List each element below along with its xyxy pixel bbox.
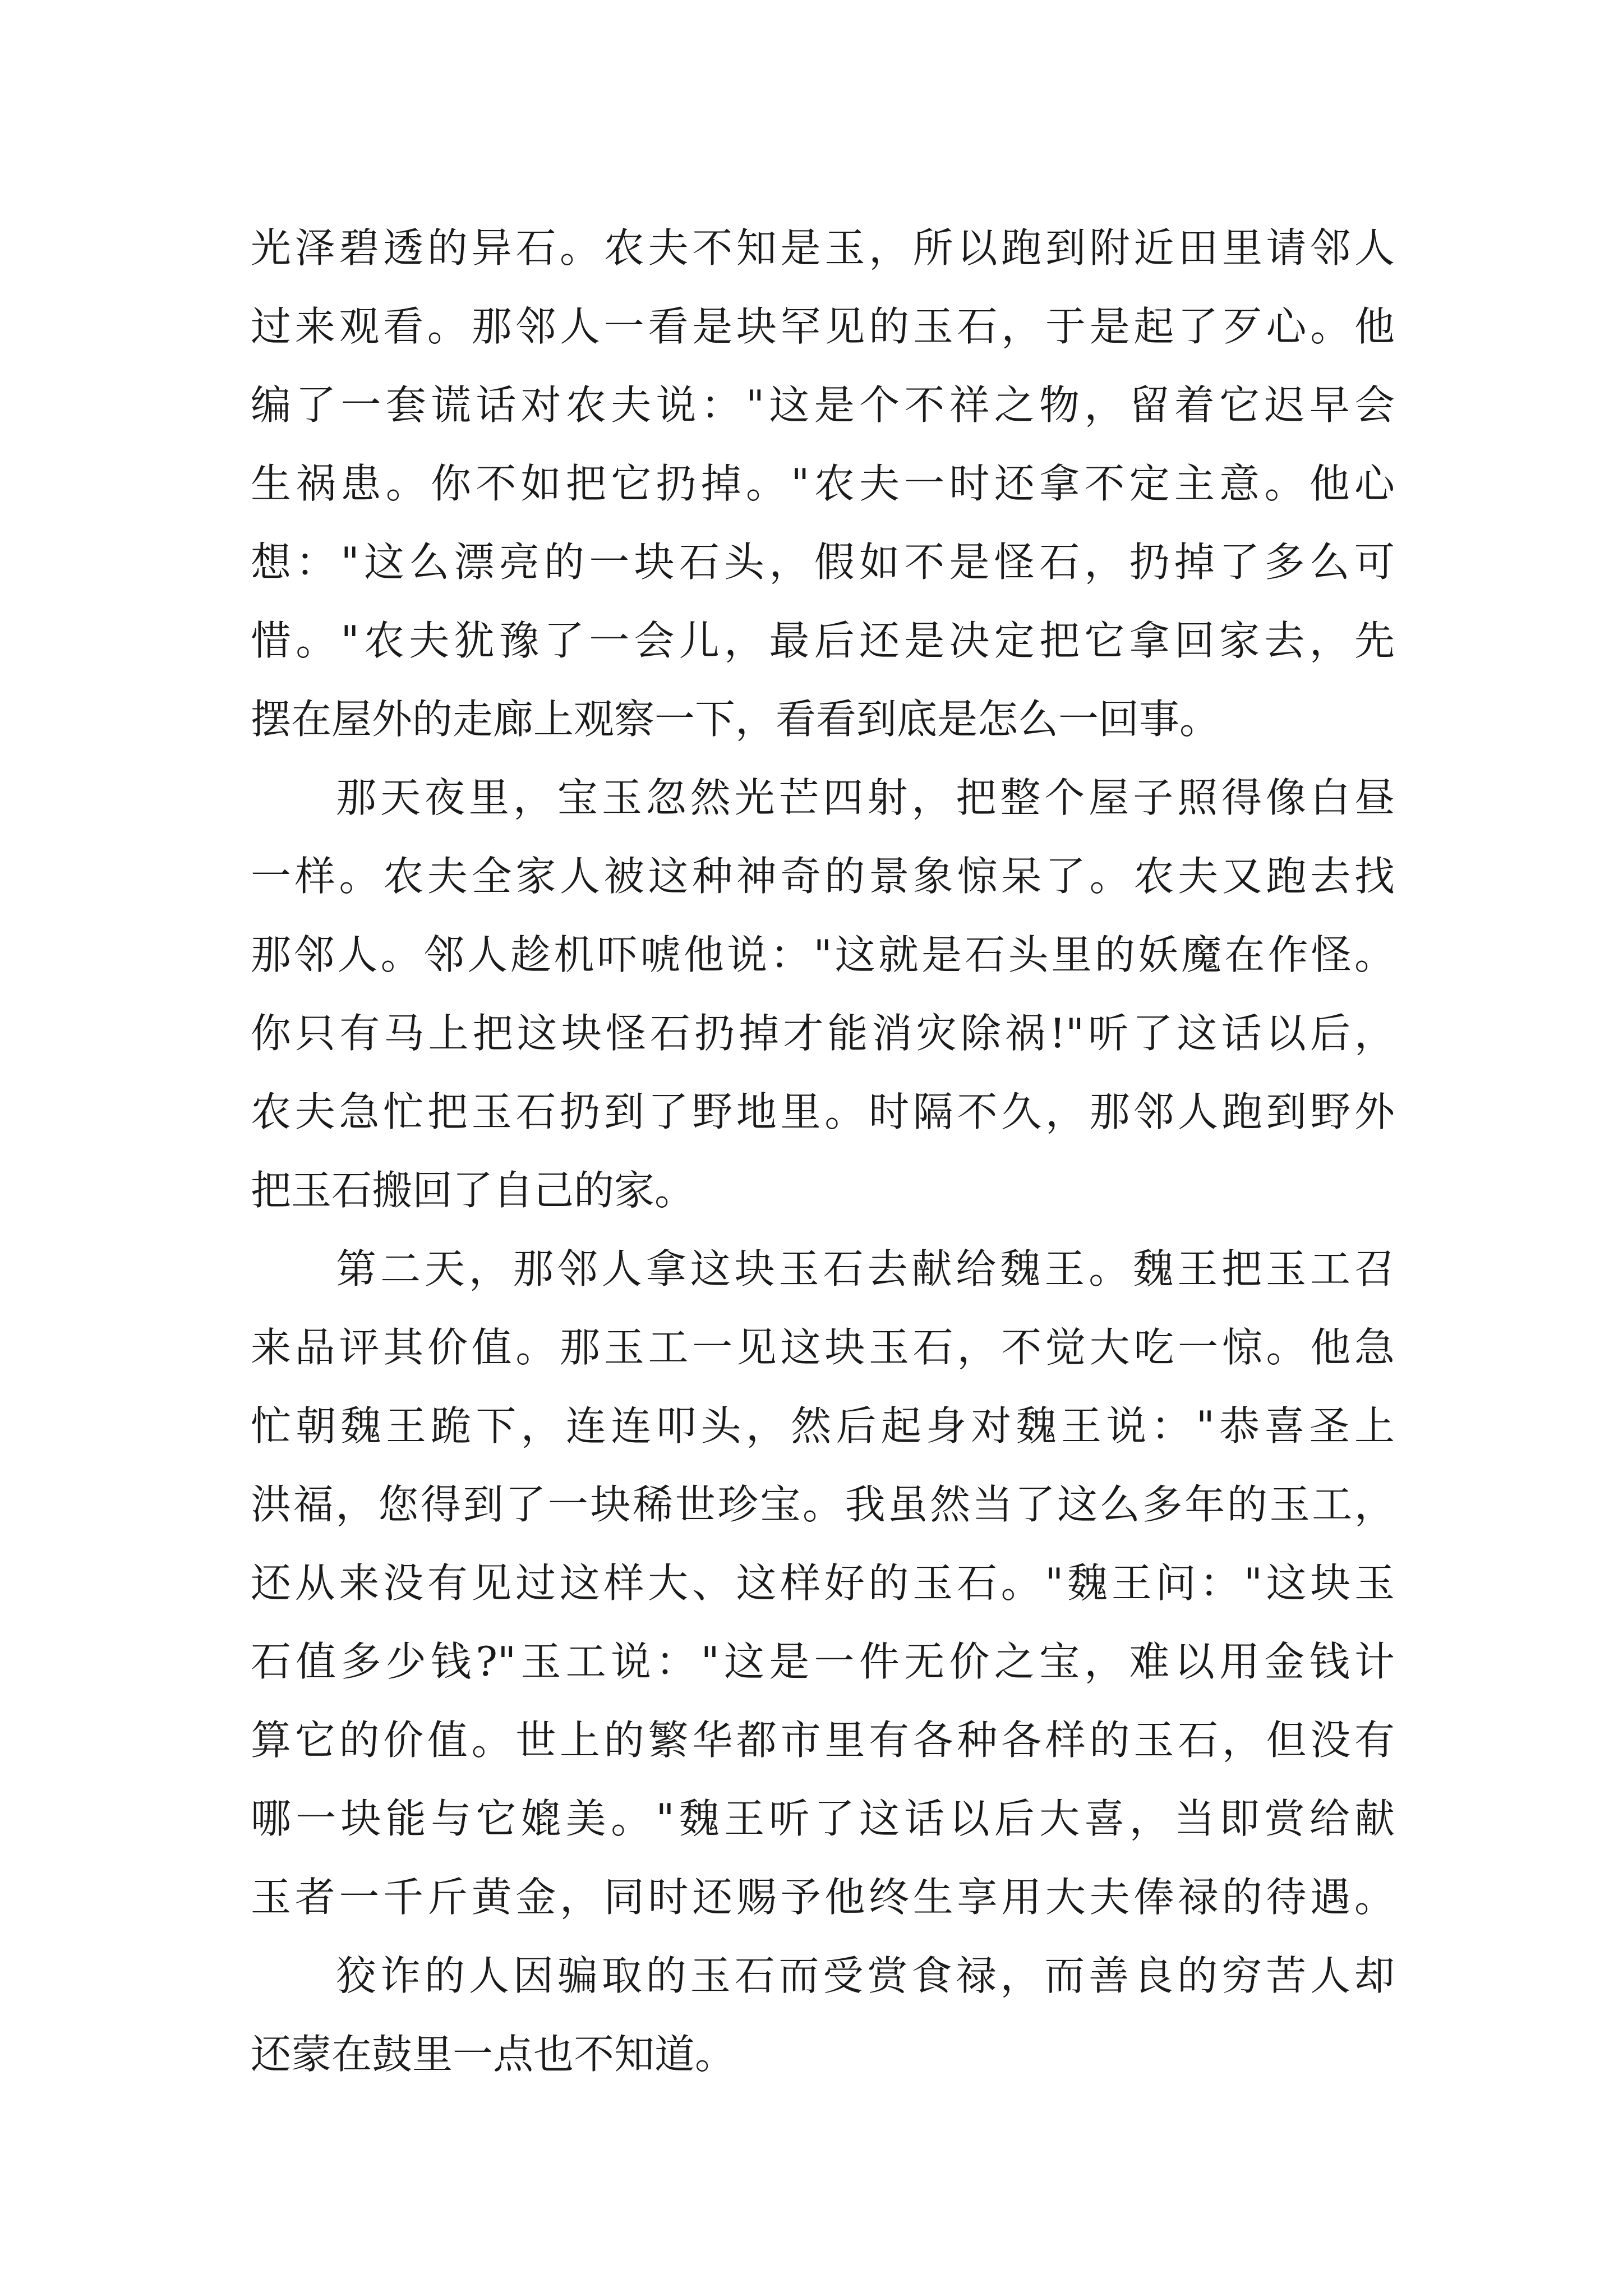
text-line: 你只有马上把这块怪石扔掉才能消灾除祸!"听了这话以后， xyxy=(251,1010,1395,1057)
text-line: 惜。"农夫犹豫了一会儿，最后还是决定把它拿回家去，先 xyxy=(251,617,1395,664)
text-line: 算它的价值。世上的繁华都市里有各种各样的玉石，但没有 xyxy=(251,1717,1395,1764)
paragraph-2 xyxy=(251,758,1395,1230)
text-line: 还蒙在鼓里一点也不知道。 xyxy=(251,2031,736,2078)
text-line: 过来观看。那邻人一看是块罕见的玉石，于是起了歹心。他 xyxy=(251,303,1395,350)
text-line: 光泽碧透的异石。农夫不知是玉，所以跑到附近田里请邻人 xyxy=(251,224,1395,272)
paragraph-4 xyxy=(251,1936,1395,2093)
text-line: 来品评其价值。那玉工一见这块玉石，不觉大吃一惊。他急 xyxy=(251,1324,1395,1371)
text-line: 一样。农夫全家人被这种神奇的景象惊呆了。农夫又跑去找 xyxy=(251,853,1395,900)
paragraph-1 xyxy=(251,209,1395,758)
text-line: 农夫急忙把玉石扔到了野地里。时隔不久，那邻人跑到野外 xyxy=(251,1088,1395,1135)
text-line: 洪福，您得到了一块稀世珍宝。我虽然当了这么多年的玉工， xyxy=(251,1481,1395,1528)
text-line: 玉者一千斤黄金，同时还赐予他终生享用大夫俸禄的待遇。 xyxy=(251,1874,1395,1921)
text-line: 还从来没有见过这样大、这样好的玉石。"魏王问："这块玉 xyxy=(251,1559,1395,1607)
text-line: 狡诈的人因骗取的玉石而受赏食禄，而善良的穷苦人却 xyxy=(336,1952,1395,1999)
text-line: 想："这么漂亮的一块石头，假如不是怪石，扔掉了多么可 xyxy=(251,539,1395,586)
text-line: 生祸患。你不如把它扔掉。"农夫一时还拿不定主意。他心 xyxy=(251,460,1395,507)
text-line: 哪一块能与它媲美。"魏王听了这话以后大喜，当即赏给献 xyxy=(251,1795,1395,1842)
text-line: 忙朝魏王跪下，连连叩头，然后起身对魏王说："恭喜圣上 xyxy=(251,1402,1395,1450)
paragraph-3 xyxy=(251,1230,1395,1936)
text-line: 编了一套谎话对农夫说："这是个不祥之物，留着它迟早会 xyxy=(251,381,1395,429)
text-line: 那邻人。邻人趁机吓唬他说："这就是石头里的妖魔在作怪。 xyxy=(251,931,1395,978)
text-line: 那天夜里，宝玉忽然光芒四射，把整个屋子照得像白昼 xyxy=(336,774,1395,821)
text-line: 第二天，那邻人拿这块玉石去献给魏王。魏王把玉工召 xyxy=(336,1245,1395,1292)
text-line: 石值多少钱?"玉工说："这是一件无价之宝，难以用金钱计 xyxy=(251,1638,1395,1685)
text-line: 把玉石搬回了自己的家。 xyxy=(251,1167,695,1214)
text-line: 摆在屋外的走廊上观察一下，看看到底是怎么一回事。 xyxy=(251,696,1220,743)
story-text xyxy=(251,209,1395,2093)
